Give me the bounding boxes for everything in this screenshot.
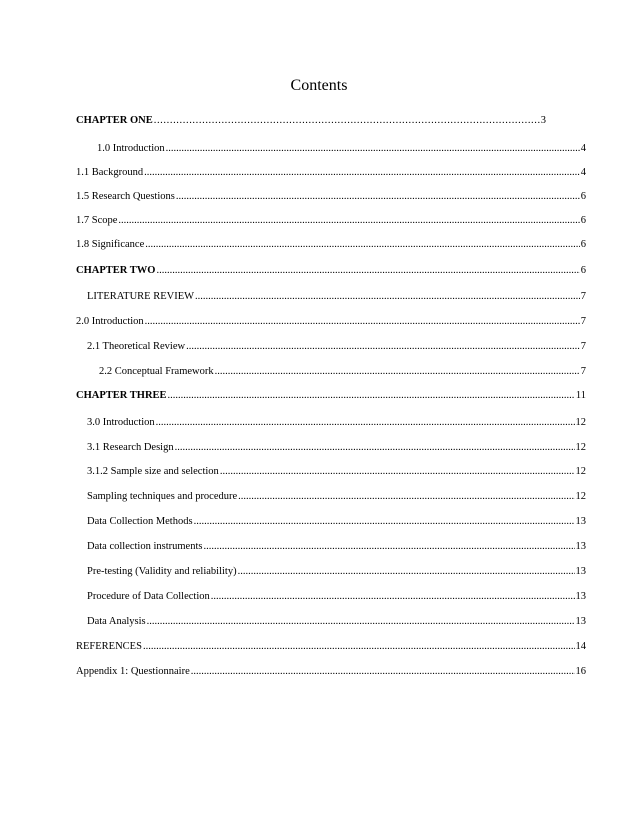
toc-entry-data-collection-methods[interactable]: [87, 515, 586, 529]
dot-leader: [166, 142, 580, 156]
dot-leader: [238, 490, 574, 504]
toc-page-number: 16: [575, 666, 586, 677]
toc-page-number: 7: [580, 341, 586, 352]
dot-leader: [143, 640, 575, 654]
toc-page-number: 13: [575, 591, 586, 602]
toc-page-number: 7: [580, 291, 586, 302]
toc-entry-1-0-introduction[interactable]: [97, 142, 586, 156]
toc-page-number: 13: [575, 566, 586, 577]
dot-leader: [203, 540, 574, 554]
toc-page-number: 4: [580, 143, 586, 154]
toc-entry-1-8-significance[interactable]: [76, 238, 586, 252]
toc-page-number: 14: [575, 641, 586, 652]
toc-entry-appendix-questionnaire[interactable]: [76, 665, 586, 679]
toc-entry-procedure-data-collection[interactable]: [87, 590, 586, 604]
toc-entry-chapter-two[interactable]: [76, 264, 586, 278]
dot-leader: [175, 441, 575, 455]
toc-page-number: 12: [575, 491, 586, 502]
toc-entry-chapter-three[interactable]: [76, 389, 586, 403]
dot-leader: [215, 365, 580, 379]
toc-entry-label: 3.1.2 Sample size and selection: [87, 466, 219, 477]
toc-entry-references[interactable]: [76, 640, 586, 654]
toc-page-number: 13: [575, 516, 586, 527]
dot-leader: [156, 264, 579, 278]
toc-entry-label: REFERENCES: [76, 641, 142, 652]
dot-leader: [145, 238, 580, 252]
toc-entry-label: Pre-testing (Validity and reliability): [87, 566, 237, 577]
toc-entry-label: Data collection instruments: [87, 541, 203, 552]
toc-entry-2-1-theoretical-review[interactable]: [87, 340, 586, 354]
toc-page-number: 11: [575, 390, 586, 401]
toc-page-number: 3: [540, 115, 546, 126]
dot-leader: [238, 565, 575, 579]
toc-page-number: 13: [575, 541, 586, 552]
toc-entry-label: 2.1 Theoretical Review: [87, 341, 186, 352]
toc-entry-label: Appendix 1: Questionnaire: [76, 666, 190, 677]
toc-entry-pre-testing[interactable]: [87, 565, 586, 579]
toc-entry-label: 2.2 Conceptual Framework: [99, 366, 214, 377]
dot-leader: [144, 166, 580, 180]
toc-entry-2-2-conceptual-framework[interactable]: [99, 365, 586, 379]
toc-page-number: 12: [575, 417, 586, 428]
dot-leader: [168, 389, 575, 403]
toc-entry-1-7-scope[interactable]: [76, 214, 586, 228]
toc-page-number: 12: [575, 466, 586, 477]
toc-entry-label: 1.8 Significance: [76, 239, 145, 250]
toc-page-number: 6: [580, 191, 586, 202]
toc-entry-data-analysis[interactable]: [87, 615, 586, 629]
toc-entry-label: 1.0 Introduction: [97, 143, 165, 154]
toc-entry-1-5-research-questions[interactable]: [76, 190, 586, 204]
dot-leader: [211, 590, 575, 604]
dot-leader: [118, 214, 579, 228]
toc-entry-sampling-techniques[interactable]: [87, 490, 586, 504]
dot-leader: [194, 515, 575, 529]
dot-leader: [220, 465, 575, 479]
toc-entry-label: Procedure of Data Collection: [87, 591, 210, 602]
toc-entry-3-1-research-design[interactable]: [87, 441, 586, 455]
toc-page-number: 12: [575, 442, 586, 453]
toc-entry-3-1-2-sample-size[interactable]: [87, 465, 586, 479]
toc-entry-label: 1.5 Research Questions: [76, 191, 175, 202]
toc-entry-3-0-introduction[interactable]: [87, 416, 586, 430]
toc-entry-label: 2.0 Introduction: [76, 316, 144, 327]
toc-page-number: 6: [580, 215, 586, 226]
dot-leader: [145, 315, 580, 329]
dot-leader: [176, 190, 580, 204]
dot-leader: [147, 615, 575, 629]
toc-entry-label: CHAPTER TWO: [76, 265, 156, 276]
page-title: Contents: [290, 77, 348, 94]
toc-page-number: 13: [575, 616, 586, 627]
toc-entry-label: 3.1 Research Design: [87, 442, 174, 453]
toc-entry-label: CHAPTER ONE: [76, 115, 153, 126]
toc-entry-label: 1.1 Background: [76, 167, 144, 178]
toc-entry-data-collection-instruments[interactable]: [87, 540, 586, 554]
dot-leader: [195, 290, 580, 304]
toc-entry-1-1-background[interactable]: [76, 166, 586, 180]
dot-leader: [191, 665, 575, 679]
toc-page-number: 4: [580, 167, 586, 178]
toc-page-number: 6: [580, 265, 586, 276]
toc-entry-label: Data Analysis: [87, 616, 146, 627]
dot-leader: [154, 114, 540, 128]
toc-entry-label: 3.0 Introduction: [87, 417, 155, 428]
toc-entry-label: CHAPTER THREE: [76, 390, 167, 401]
toc-page-number: 7: [580, 316, 586, 327]
toc-entry-literature-review[interactable]: [87, 290, 586, 304]
dot-leader: [186, 340, 580, 354]
toc-entry-label: 1.7 Scope: [76, 215, 118, 226]
dot-leader: [156, 416, 575, 430]
toc-entry-label: Sampling techniques and procedure: [87, 491, 238, 502]
toc-entry-label: Data Collection Methods: [87, 516, 193, 527]
toc-entry-2-0-introduction[interactable]: [76, 315, 586, 329]
toc-entry-label: LITERATURE REVIEW: [87, 291, 195, 302]
toc-entry-chapter-one[interactable]: [76, 114, 546, 128]
toc-page-number: 7: [580, 366, 586, 377]
toc-page-number: 6: [580, 239, 586, 250]
